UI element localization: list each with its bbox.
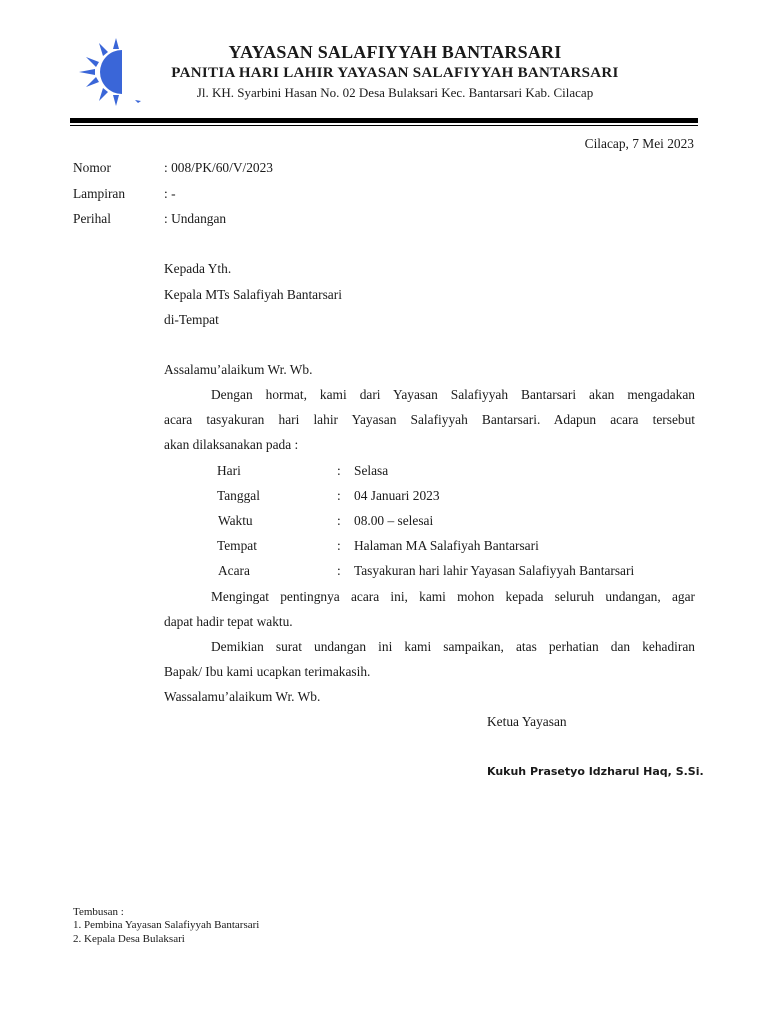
- signature-title: Ketua Yayasan: [487, 714, 567, 729]
- lampiran-value: : -: [164, 186, 176, 201]
- detail-label-hari: Hari: [217, 463, 241, 478]
- detail-colon-hari: :: [337, 463, 341, 478]
- detail-value-hari: Selasa: [354, 463, 389, 478]
- paragraph-2-line-2: dapat hadir tepat waktu.: [164, 614, 293, 629]
- paragraph-2-line-1: Mengingat pentingnya acara ini, kami mohon kepada seluruh undangan, agar: [211, 589, 695, 604]
- detail-label-waktu: Waktu: [218, 513, 253, 528]
- perihal-label: Perihal: [73, 211, 111, 226]
- detail-label-acara: Acara: [218, 563, 250, 578]
- tembusan-heading: Tembusan :: [73, 906, 124, 918]
- greeting: Assalamu’alaikum Wr. Wb.: [164, 362, 313, 377]
- org-name: YAYASAN SALAFIYYAH BANTARSARI: [228, 42, 562, 62]
- perihal-value: : Undangan: [164, 211, 227, 226]
- detail-label-tempat: Tempat: [217, 538, 257, 553]
- closing-greeting: Wassalamu’alaikum Wr. Wb.: [164, 689, 321, 704]
- detail-label-tanggal: Tanggal: [217, 488, 260, 503]
- sun-logo-icon: [72, 36, 148, 108]
- detail-value-tanggal: 04 Januari 2023: [354, 488, 440, 503]
- nomor-label: Nomor: [73, 160, 111, 175]
- signature-name: Kukuh Prasetyo Idzharul Haq, S.Si.: [487, 765, 704, 778]
- recipient-line-1: Kepada Yth.: [164, 261, 232, 276]
- detail-colon-acara: :: [337, 563, 341, 578]
- nomor-value: : 008/PK/60/V/2023: [164, 160, 273, 175]
- detail-colon-waktu: :: [337, 513, 341, 528]
- place-date: Cilacap, 7 Mei 2023: [584, 136, 694, 151]
- detail-value-waktu: 08.00 – selesai: [354, 513, 434, 528]
- recipient-line-2: Kepala MTs Salafiyah Bantarsari: [164, 287, 342, 302]
- detail-value-tempat: Halaman MA Salafiyah Bantarsari: [354, 538, 539, 553]
- detail-colon-tanggal: :: [337, 488, 341, 503]
- paragraph-1-line-3: akan dilaksanakan pada :: [164, 437, 299, 452]
- header-divider-thin: [70, 125, 698, 126]
- detail-value-acara: Tasyakuran hari lahir Yayasan Salafiyyah Bantarsari: [354, 563, 635, 578]
- paragraph-3-line-1: Demikian surat undangan ini kami sampaikan, atas perhatian dan kehadiran: [211, 639, 695, 654]
- paragraph-3-line-2: Bapak/ Ibu kami ucapkan terimakasih.: [164, 664, 371, 679]
- paragraph-1-line-2: acara tasyakuran hari lahir Yayasan Salafiyyah Bantarsari. Adapun acara tersebut: [164, 412, 695, 427]
- recipient-line-3: di-Tempat: [164, 312, 219, 327]
- tembusan-item: 2. Kepala Desa Bulaksari: [73, 933, 185, 945]
- header-divider-thick: [70, 118, 698, 123]
- lampiran-label: Lampiran: [73, 186, 126, 201]
- committee-name: PANITIA HARI LAHIR YAYASAN SALAFIYYAH BANTARSARI: [171, 65, 619, 81]
- org-address: Jl. KH. Syarbini Hasan No. 02 Desa Bulaksari Kec. Bantarsari Kab. Cilacap: [196, 85, 594, 100]
- detail-colon-tempat: :: [337, 538, 341, 553]
- paragraph-1-line-1: Dengan hormat, kami dari Yayasan Salafiyyah Bantarsari akan mengadakan: [211, 387, 695, 402]
- tembusan-item: 1. Pembina Yayasan Salafiyyah Bantarsari: [73, 919, 260, 931]
